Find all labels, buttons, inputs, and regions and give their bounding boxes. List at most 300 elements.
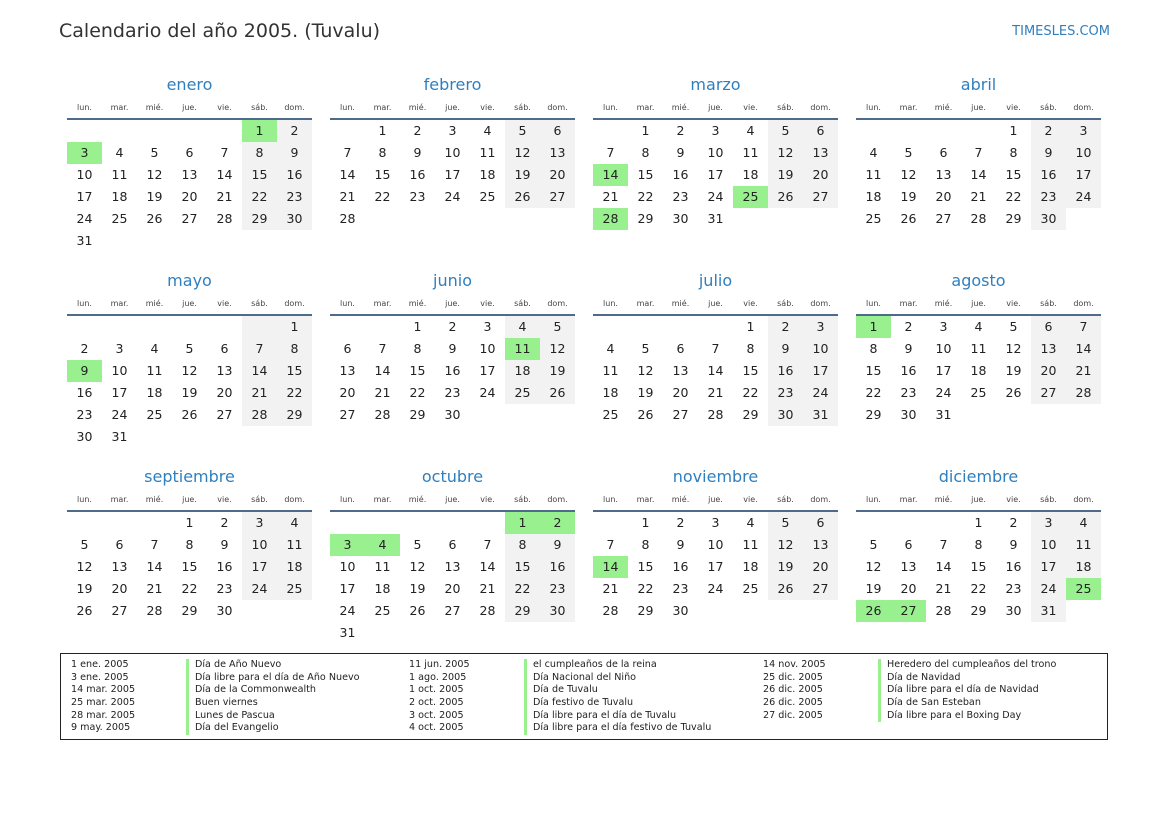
day-cell[interactable]: 1 bbox=[378, 123, 387, 138]
day-cell[interactable]: 25 bbox=[374, 603, 391, 618]
day-cell[interactable]: 14 bbox=[970, 167, 987, 182]
day-cell[interactable]: 28 bbox=[146, 603, 163, 618]
day-cell[interactable]: 1 bbox=[242, 120, 277, 142]
day-cell[interactable]: 23 bbox=[409, 189, 426, 204]
day-cell[interactable]: 1 bbox=[974, 515, 983, 530]
day-cell[interactable]: 27 bbox=[444, 603, 461, 618]
day-cell[interactable]: 27 bbox=[672, 407, 689, 422]
day-cell[interactable]: 18 bbox=[277, 556, 312, 578]
day-cell[interactable]: 28 bbox=[707, 407, 724, 422]
day-cell[interactable]: 25 bbox=[479, 189, 496, 204]
day-cell[interactable]: 19 bbox=[181, 385, 198, 400]
day-cell[interactable]: 25 bbox=[146, 407, 163, 422]
day-cell[interactable]: 17 bbox=[444, 167, 461, 182]
day-cell[interactable]: 17 bbox=[707, 167, 724, 182]
day-cell[interactable]: 18 bbox=[742, 167, 759, 182]
day-cell[interactable]: 29 bbox=[742, 407, 759, 422]
day-cell[interactable]: 10 bbox=[803, 338, 838, 360]
day-cell[interactable]: 15 bbox=[742, 363, 759, 378]
day-cell[interactable]: 30 bbox=[540, 600, 575, 622]
day-cell[interactable]: 21 bbox=[602, 189, 619, 204]
day-cell[interactable]: 27 bbox=[891, 600, 926, 622]
day-cell[interactable]: 23 bbox=[900, 385, 917, 400]
day-cell[interactable]: 7 bbox=[343, 145, 352, 160]
day-cell[interactable]: 10 bbox=[935, 341, 952, 356]
day-cell[interactable]: 28 bbox=[1066, 382, 1101, 404]
day-cell[interactable]: 25 bbox=[865, 211, 882, 226]
day-cell[interactable]: 21 bbox=[970, 189, 987, 204]
day-cell[interactable]: 11 bbox=[602, 363, 619, 378]
day-cell[interactable]: 12 bbox=[768, 142, 803, 164]
day-cell[interactable]: 29 bbox=[181, 603, 198, 618]
day-cell[interactable]: 10 bbox=[1066, 142, 1101, 164]
day-cell[interactable]: 26 bbox=[900, 211, 917, 226]
day-cell[interactable]: 7 bbox=[378, 341, 387, 356]
day-cell[interactable]: 23 bbox=[768, 382, 803, 404]
day-cell[interactable]: 6 bbox=[448, 537, 457, 552]
day-cell[interactable]: 19 bbox=[146, 189, 163, 204]
day-cell[interactable]: 8 bbox=[277, 338, 312, 360]
day-cell[interactable]: 27 bbox=[111, 603, 128, 618]
day-cell[interactable]: 2 bbox=[904, 319, 913, 334]
day-cell[interactable]: 18 bbox=[865, 189, 882, 204]
day-cell[interactable]: 22 bbox=[181, 581, 198, 596]
day-cell[interactable]: 26 bbox=[540, 382, 575, 404]
day-cell[interactable]: 23 bbox=[540, 578, 575, 600]
day-cell[interactable]: 4 bbox=[869, 145, 878, 160]
day-cell[interactable]: 14 bbox=[216, 167, 233, 182]
day-cell[interactable]: 26 bbox=[856, 600, 891, 622]
day-cell[interactable]: 7 bbox=[939, 537, 948, 552]
day-cell[interactable]: 7 bbox=[606, 537, 615, 552]
day-cell[interactable]: 14 bbox=[242, 360, 277, 382]
day-cell[interactable]: 4 bbox=[746, 123, 755, 138]
day-cell[interactable]: 22 bbox=[277, 382, 312, 404]
day-cell[interactable]: 13 bbox=[540, 142, 575, 164]
day-cell[interactable]: 30 bbox=[672, 603, 689, 618]
day-cell[interactable]: 24 bbox=[444, 189, 461, 204]
day-cell[interactable]: 2 bbox=[676, 123, 685, 138]
day-cell[interactable]: 24 bbox=[803, 382, 838, 404]
day-cell[interactable]: 31 bbox=[339, 625, 356, 640]
day-cell[interactable]: 18 bbox=[742, 559, 759, 574]
day-cell[interactable]: 16 bbox=[900, 363, 917, 378]
day-cell[interactable]: 3 bbox=[939, 319, 948, 334]
day-cell[interactable]: 22 bbox=[865, 385, 882, 400]
day-cell[interactable]: 22 bbox=[1005, 189, 1022, 204]
day-cell[interactable]: 5 bbox=[540, 316, 575, 338]
day-cell[interactable]: 23 bbox=[277, 186, 312, 208]
day-cell[interactable]: 20 bbox=[111, 581, 128, 596]
day-cell[interactable]: 12 bbox=[865, 559, 882, 574]
day-cell[interactable]: 14 bbox=[146, 559, 163, 574]
day-cell[interactable]: 13 bbox=[111, 559, 128, 574]
day-cell[interactable]: 16 bbox=[1031, 164, 1066, 186]
day-cell[interactable]: 29 bbox=[1005, 211, 1022, 226]
day-cell[interactable]: 24 bbox=[1066, 186, 1101, 208]
day-cell[interactable]: 16 bbox=[216, 559, 233, 574]
day-cell[interactable]: 5 bbox=[150, 145, 159, 160]
day-cell[interactable]: 30 bbox=[1031, 208, 1066, 230]
day-cell[interactable]: 17 bbox=[803, 360, 838, 382]
day-cell[interactable]: 18 bbox=[602, 385, 619, 400]
day-cell[interactable]: 9 bbox=[1009, 537, 1018, 552]
day-cell[interactable]: 2 bbox=[1009, 515, 1018, 530]
day-cell[interactable]: 27 bbox=[540, 186, 575, 208]
day-cell[interactable]: 7 bbox=[711, 341, 720, 356]
day-cell[interactable]: 11 bbox=[479, 145, 496, 160]
day-cell[interactable]: 9 bbox=[676, 537, 685, 552]
day-cell[interactable]: 21 bbox=[339, 189, 356, 204]
day-cell[interactable]: 12 bbox=[768, 534, 803, 556]
day-cell[interactable]: 6 bbox=[1031, 316, 1066, 338]
day-cell[interactable]: 7 bbox=[220, 145, 229, 160]
day-cell[interactable]: 21 bbox=[935, 581, 952, 596]
day-cell[interactable]: 8 bbox=[242, 142, 277, 164]
day-cell[interactable]: 20 bbox=[672, 385, 689, 400]
day-cell[interactable]: 10 bbox=[339, 559, 356, 574]
day-cell[interactable]: 3 bbox=[448, 123, 457, 138]
day-cell[interactable]: 19 bbox=[768, 164, 803, 186]
day-cell[interactable]: 14 bbox=[479, 559, 496, 574]
day-cell[interactable]: 13 bbox=[803, 534, 838, 556]
day-cell[interactable]: 19 bbox=[409, 581, 426, 596]
day-cell[interactable]: 15 bbox=[409, 363, 426, 378]
day-cell[interactable]: 20 bbox=[900, 581, 917, 596]
day-cell[interactable]: 10 bbox=[707, 145, 724, 160]
day-cell[interactable]: 12 bbox=[1005, 341, 1022, 356]
day-cell[interactable]: 17 bbox=[1031, 556, 1066, 578]
day-cell[interactable]: 25 bbox=[742, 581, 759, 596]
day-cell[interactable]: 1 bbox=[641, 123, 650, 138]
day-cell[interactable]: 1 bbox=[1009, 123, 1018, 138]
day-cell[interactable]: 28 bbox=[593, 208, 628, 230]
day-cell[interactable]: 11 bbox=[865, 167, 882, 182]
day-cell[interactable]: 15 bbox=[277, 360, 312, 382]
day-cell[interactable]: 4 bbox=[974, 319, 983, 334]
day-cell[interactable]: 26 bbox=[505, 186, 540, 208]
day-cell[interactable]: 25 bbox=[277, 578, 312, 600]
day-cell[interactable]: 17 bbox=[242, 556, 277, 578]
day-cell[interactable]: 31 bbox=[803, 404, 838, 426]
day-cell[interactable]: 25 bbox=[970, 385, 987, 400]
day-cell[interactable]: 5 bbox=[80, 537, 89, 552]
day-cell[interactable]: 27 bbox=[339, 407, 356, 422]
day-cell[interactable]: 9 bbox=[904, 341, 913, 356]
day-cell[interactable]: 20 bbox=[216, 385, 233, 400]
day-cell[interactable]: 26 bbox=[637, 407, 654, 422]
day-cell[interactable]: 18 bbox=[505, 360, 540, 382]
day-cell[interactable]: 31 bbox=[935, 407, 952, 422]
day-cell[interactable]: 10 bbox=[242, 534, 277, 556]
day-cell[interactable]: 18 bbox=[374, 581, 391, 596]
day-cell[interactable]: 6 bbox=[904, 537, 913, 552]
day-cell[interactable]: 21 bbox=[242, 382, 277, 404]
day-cell[interactable]: 3 bbox=[67, 142, 102, 164]
day-cell[interactable]: 15 bbox=[865, 363, 882, 378]
day-cell[interactable]: 28 bbox=[216, 211, 233, 226]
day-cell[interactable]: 25 bbox=[1066, 578, 1101, 600]
day-cell[interactable]: 30 bbox=[900, 407, 917, 422]
day-cell[interactable]: 26 bbox=[768, 578, 803, 600]
day-cell[interactable]: 11 bbox=[1066, 534, 1101, 556]
day-cell[interactable]: 23 bbox=[672, 189, 689, 204]
day-cell[interactable]: 24 bbox=[339, 603, 356, 618]
day-cell[interactable]: 8 bbox=[974, 537, 983, 552]
day-cell[interactable]: 5 bbox=[904, 145, 913, 160]
day-cell[interactable]: 4 bbox=[483, 123, 492, 138]
day-cell[interactable]: 1 bbox=[505, 512, 540, 534]
day-cell[interactable]: 4 bbox=[746, 515, 755, 530]
day-cell[interactable]: 28 bbox=[374, 407, 391, 422]
day-cell[interactable]: 2 bbox=[448, 319, 457, 334]
day-cell[interactable]: 17 bbox=[707, 559, 724, 574]
day-cell[interactable]: 12 bbox=[181, 363, 198, 378]
day-cell[interactable]: 23 bbox=[672, 581, 689, 596]
day-cell[interactable]: 11 bbox=[742, 537, 759, 552]
day-cell[interactable]: 9 bbox=[768, 338, 803, 360]
day-cell[interactable]: 24 bbox=[707, 581, 724, 596]
day-cell[interactable]: 12 bbox=[540, 338, 575, 360]
day-cell[interactable]: 21 bbox=[602, 581, 619, 596]
day-cell[interactable]: 24 bbox=[935, 385, 952, 400]
day-cell[interactable]: 22 bbox=[742, 385, 759, 400]
day-cell[interactable]: 10 bbox=[444, 145, 461, 160]
day-cell[interactable]: 23 bbox=[76, 407, 93, 422]
day-cell[interactable]: 31 bbox=[1031, 600, 1066, 622]
day-cell[interactable]: 4 bbox=[277, 512, 312, 534]
day-cell[interactable]: 17 bbox=[111, 385, 128, 400]
day-cell[interactable]: 9 bbox=[220, 537, 229, 552]
day-cell[interactable]: 30 bbox=[76, 429, 93, 444]
day-cell[interactable]: 14 bbox=[935, 559, 952, 574]
day-cell[interactable]: 6 bbox=[676, 341, 685, 356]
day-cell[interactable]: 19 bbox=[505, 164, 540, 186]
day-cell[interactable]: 12 bbox=[146, 167, 163, 182]
day-cell[interactable]: 18 bbox=[146, 385, 163, 400]
day-cell[interactable]: 15 bbox=[181, 559, 198, 574]
day-cell[interactable]: 4 bbox=[115, 145, 124, 160]
day-cell[interactable]: 5 bbox=[413, 537, 422, 552]
day-cell[interactable]: 13 bbox=[339, 363, 356, 378]
day-cell[interactable]: 16 bbox=[672, 167, 689, 182]
day-cell[interactable]: 28 bbox=[339, 211, 356, 226]
day-cell[interactable]: 1 bbox=[413, 319, 422, 334]
day-cell[interactable]: 12 bbox=[637, 363, 654, 378]
day-cell[interactable]: 3 bbox=[330, 534, 365, 556]
day-cell[interactable]: 27 bbox=[216, 407, 233, 422]
day-cell[interactable]: 28 bbox=[602, 603, 619, 618]
day-cell[interactable]: 30 bbox=[277, 208, 312, 230]
day-cell[interactable]: 24 bbox=[479, 385, 496, 400]
day-cell[interactable]: 22 bbox=[409, 385, 426, 400]
day-cell[interactable]: 3 bbox=[803, 316, 838, 338]
day-cell[interactable]: 19 bbox=[1005, 363, 1022, 378]
day-cell[interactable]: 8 bbox=[413, 341, 422, 356]
day-cell[interactable]: 11 bbox=[146, 363, 163, 378]
day-cell[interactable]: 13 bbox=[181, 167, 198, 182]
day-cell[interactable]: 10 bbox=[707, 537, 724, 552]
day-cell[interactable]: 15 bbox=[637, 167, 654, 182]
day-cell[interactable]: 6 bbox=[939, 145, 948, 160]
day-cell[interactable]: 16 bbox=[409, 167, 426, 182]
day-cell[interactable]: 6 bbox=[803, 120, 838, 142]
day-cell[interactable]: 7 bbox=[483, 537, 492, 552]
day-cell[interactable]: 8 bbox=[641, 537, 650, 552]
day-cell[interactable]: 27 bbox=[1031, 382, 1066, 404]
day-cell[interactable]: 14 bbox=[593, 556, 628, 578]
day-cell[interactable]: 25 bbox=[602, 407, 619, 422]
day-cell[interactable]: 3 bbox=[242, 512, 277, 534]
day-cell[interactable]: 27 bbox=[181, 211, 198, 226]
day-cell[interactable]: 2 bbox=[413, 123, 422, 138]
day-cell[interactable]: 21 bbox=[1066, 360, 1101, 382]
day-cell[interactable]: 20 bbox=[181, 189, 198, 204]
day-cell[interactable]: 11 bbox=[742, 145, 759, 160]
day-cell[interactable]: 11 bbox=[111, 167, 128, 182]
day-cell[interactable]: 7 bbox=[242, 338, 277, 360]
day-cell[interactable]: 16 bbox=[768, 360, 803, 382]
day-cell[interactable]: 23 bbox=[1031, 186, 1066, 208]
day-cell[interactable]: 15 bbox=[1005, 167, 1022, 182]
day-cell[interactable]: 4 bbox=[1066, 512, 1101, 534]
day-cell[interactable]: 20 bbox=[540, 164, 575, 186]
day-cell[interactable]: 26 bbox=[76, 603, 93, 618]
day-cell[interactable]: 8 bbox=[185, 537, 194, 552]
day-cell[interactable]: 6 bbox=[803, 512, 838, 534]
day-cell[interactable]: 16 bbox=[672, 559, 689, 574]
day-cell[interactable]: 8 bbox=[1009, 145, 1018, 160]
day-cell[interactable]: 7 bbox=[606, 145, 615, 160]
day-cell[interactable]: 20 bbox=[1031, 360, 1066, 382]
day-cell[interactable]: 3 bbox=[711, 123, 720, 138]
day-cell[interactable]: 30 bbox=[1005, 603, 1022, 618]
day-cell[interactable]: 7 bbox=[150, 537, 159, 552]
day-cell[interactable]: 15 bbox=[970, 559, 987, 574]
day-cell[interactable]: 8 bbox=[378, 145, 387, 160]
day-cell[interactable]: 9 bbox=[448, 341, 457, 356]
day-cell[interactable]: 16 bbox=[76, 385, 93, 400]
day-cell[interactable]: 7 bbox=[1066, 316, 1101, 338]
day-cell[interactable]: 18 bbox=[111, 189, 128, 204]
day-cell[interactable]: 28 bbox=[970, 211, 987, 226]
day-cell[interactable]: 25 bbox=[505, 382, 540, 404]
day-cell[interactable]: 18 bbox=[1066, 556, 1101, 578]
day-cell[interactable]: 13 bbox=[935, 167, 952, 182]
day-cell[interactable]: 2 bbox=[80, 341, 89, 356]
day-cell[interactable]: 1 bbox=[277, 316, 312, 338]
day-cell[interactable]: 7 bbox=[974, 145, 983, 160]
day-cell[interactable]: 19 bbox=[768, 556, 803, 578]
day-cell[interactable]: 9 bbox=[540, 534, 575, 556]
day-cell[interactable]: 5 bbox=[505, 120, 540, 142]
day-cell[interactable]: 2 bbox=[277, 120, 312, 142]
day-cell[interactable]: 23 bbox=[444, 385, 461, 400]
day-cell[interactable]: 16 bbox=[444, 363, 461, 378]
day-cell[interactable]: 16 bbox=[540, 556, 575, 578]
day-cell[interactable]: 1 bbox=[641, 515, 650, 530]
day-cell[interactable]: 15 bbox=[374, 167, 391, 182]
day-cell[interactable]: 31 bbox=[76, 233, 93, 248]
day-cell[interactable]: 6 bbox=[185, 145, 194, 160]
day-cell[interactable]: 13 bbox=[1031, 338, 1066, 360]
day-cell[interactable]: 24 bbox=[111, 407, 128, 422]
day-cell[interactable]: 29 bbox=[637, 211, 654, 226]
day-cell[interactable]: 29 bbox=[970, 603, 987, 618]
day-cell[interactable]: 24 bbox=[76, 211, 93, 226]
day-cell[interactable]: 29 bbox=[865, 407, 882, 422]
day-cell[interactable]: 8 bbox=[641, 145, 650, 160]
day-cell[interactable]: 9 bbox=[67, 360, 102, 382]
day-cell[interactable]: 14 bbox=[374, 363, 391, 378]
day-cell[interactable]: 5 bbox=[869, 537, 878, 552]
day-cell[interactable]: 6 bbox=[115, 537, 124, 552]
day-cell[interactable]: 18 bbox=[970, 363, 987, 378]
day-cell[interactable]: 9 bbox=[1031, 142, 1066, 164]
day-cell[interactable]: 29 bbox=[242, 208, 277, 230]
day-cell[interactable]: 5 bbox=[768, 512, 803, 534]
day-cell[interactable]: 11 bbox=[970, 341, 987, 356]
day-cell[interactable]: 1 bbox=[746, 319, 755, 334]
day-cell[interactable]: 10 bbox=[1031, 534, 1066, 556]
day-cell[interactable]: 13 bbox=[444, 559, 461, 574]
day-cell[interactable]: 28 bbox=[935, 603, 952, 618]
day-cell[interactable]: 21 bbox=[146, 581, 163, 596]
day-cell[interactable]: 23 bbox=[216, 581, 233, 596]
day-cell[interactable]: 4 bbox=[606, 341, 615, 356]
day-cell[interactable]: 12 bbox=[900, 167, 917, 182]
day-cell[interactable]: 12 bbox=[76, 559, 93, 574]
day-cell[interactable]: 15 bbox=[637, 559, 654, 574]
day-cell[interactable]: 28 bbox=[242, 404, 277, 426]
day-cell[interactable]: 15 bbox=[242, 164, 277, 186]
day-cell[interactable]: 19 bbox=[865, 581, 882, 596]
day-cell[interactable]: 20 bbox=[803, 556, 838, 578]
day-cell[interactable]: 22 bbox=[637, 189, 654, 204]
day-cell[interactable]: 3 bbox=[711, 515, 720, 530]
day-cell[interactable]: 12 bbox=[505, 142, 540, 164]
day-cell[interactable]: 4 bbox=[150, 341, 159, 356]
day-cell[interactable]: 13 bbox=[803, 142, 838, 164]
day-cell[interactable]: 11 bbox=[374, 559, 391, 574]
day-cell[interactable]: 1 bbox=[856, 316, 891, 338]
day-cell[interactable]: 2 bbox=[540, 512, 575, 534]
day-cell[interactable]: 6 bbox=[343, 341, 352, 356]
day-cell[interactable]: 15 bbox=[505, 556, 540, 578]
day-cell[interactable]: 26 bbox=[1005, 385, 1022, 400]
day-cell[interactable]: 9 bbox=[277, 142, 312, 164]
day-cell[interactable]: 5 bbox=[641, 341, 650, 356]
day-cell[interactable]: 22 bbox=[374, 189, 391, 204]
day-cell[interactable]: 22 bbox=[637, 581, 654, 596]
day-cell[interactable]: 16 bbox=[1005, 559, 1022, 574]
day-cell[interactable]: 29 bbox=[637, 603, 654, 618]
day-cell[interactable]: 14 bbox=[1066, 338, 1101, 360]
day-cell[interactable]: 17 bbox=[76, 189, 93, 204]
day-cell[interactable]: 28 bbox=[479, 603, 496, 618]
day-cell[interactable]: 3 bbox=[1066, 120, 1101, 142]
day-cell[interactable]: 19 bbox=[76, 581, 93, 596]
day-cell[interactable]: 17 bbox=[1066, 164, 1101, 186]
day-cell[interactable]: 4 bbox=[505, 316, 540, 338]
day-cell[interactable]: 31 bbox=[111, 429, 128, 444]
day-cell[interactable]: 3 bbox=[483, 319, 492, 334]
day-cell[interactable]: 27 bbox=[803, 578, 838, 600]
day-cell[interactable]: 14 bbox=[593, 164, 628, 186]
day-cell[interactable]: 21 bbox=[479, 581, 496, 596]
day-cell[interactable]: 26 bbox=[146, 211, 163, 226]
day-cell[interactable]: 22 bbox=[970, 581, 987, 596]
